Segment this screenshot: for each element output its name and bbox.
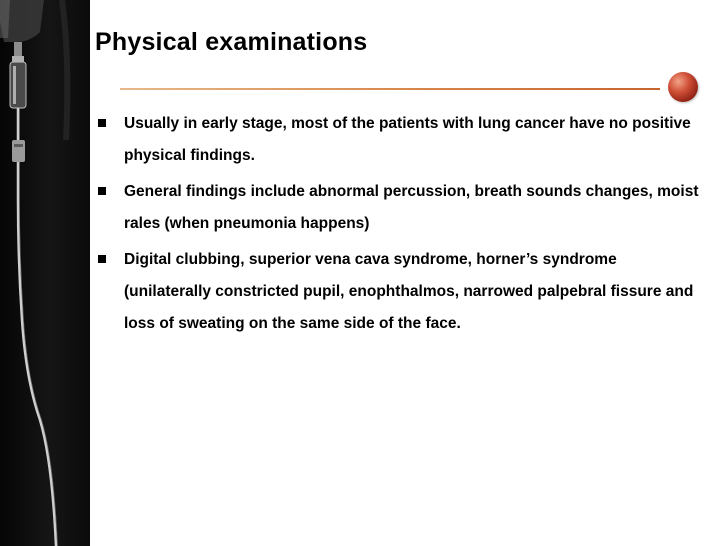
bullet-text: Digital clubbing, superior vena cava syndrome, horner’s syndrome (unilaterally constricted pupil, enophthalmos, narrowed palpebral fissure and loss of sweating on the same side of the face. xyxy=(124,251,694,332)
page-title: Physical examinations xyxy=(95,28,368,56)
square-bullet-icon xyxy=(98,119,106,127)
title-underline xyxy=(120,88,660,90)
square-bullet-icon xyxy=(98,255,106,263)
bullet-item xyxy=(96,176,706,240)
bullet-item xyxy=(96,244,706,340)
iv-drip-illustration xyxy=(0,0,90,546)
square-bullet-icon xyxy=(98,187,106,195)
iv-drip-icon xyxy=(0,0,90,546)
red-sphere-icon xyxy=(668,72,698,102)
bullet-text: Usually in early stage, most of the patients with lung cancer have no positive physical findings. xyxy=(124,115,691,164)
bullet-list xyxy=(96,108,706,344)
bullet-item xyxy=(96,108,706,172)
bullet-text: General findings include abnormal percussion, breath sounds changes, moist rales (when pneumonia happens) xyxy=(124,183,699,232)
